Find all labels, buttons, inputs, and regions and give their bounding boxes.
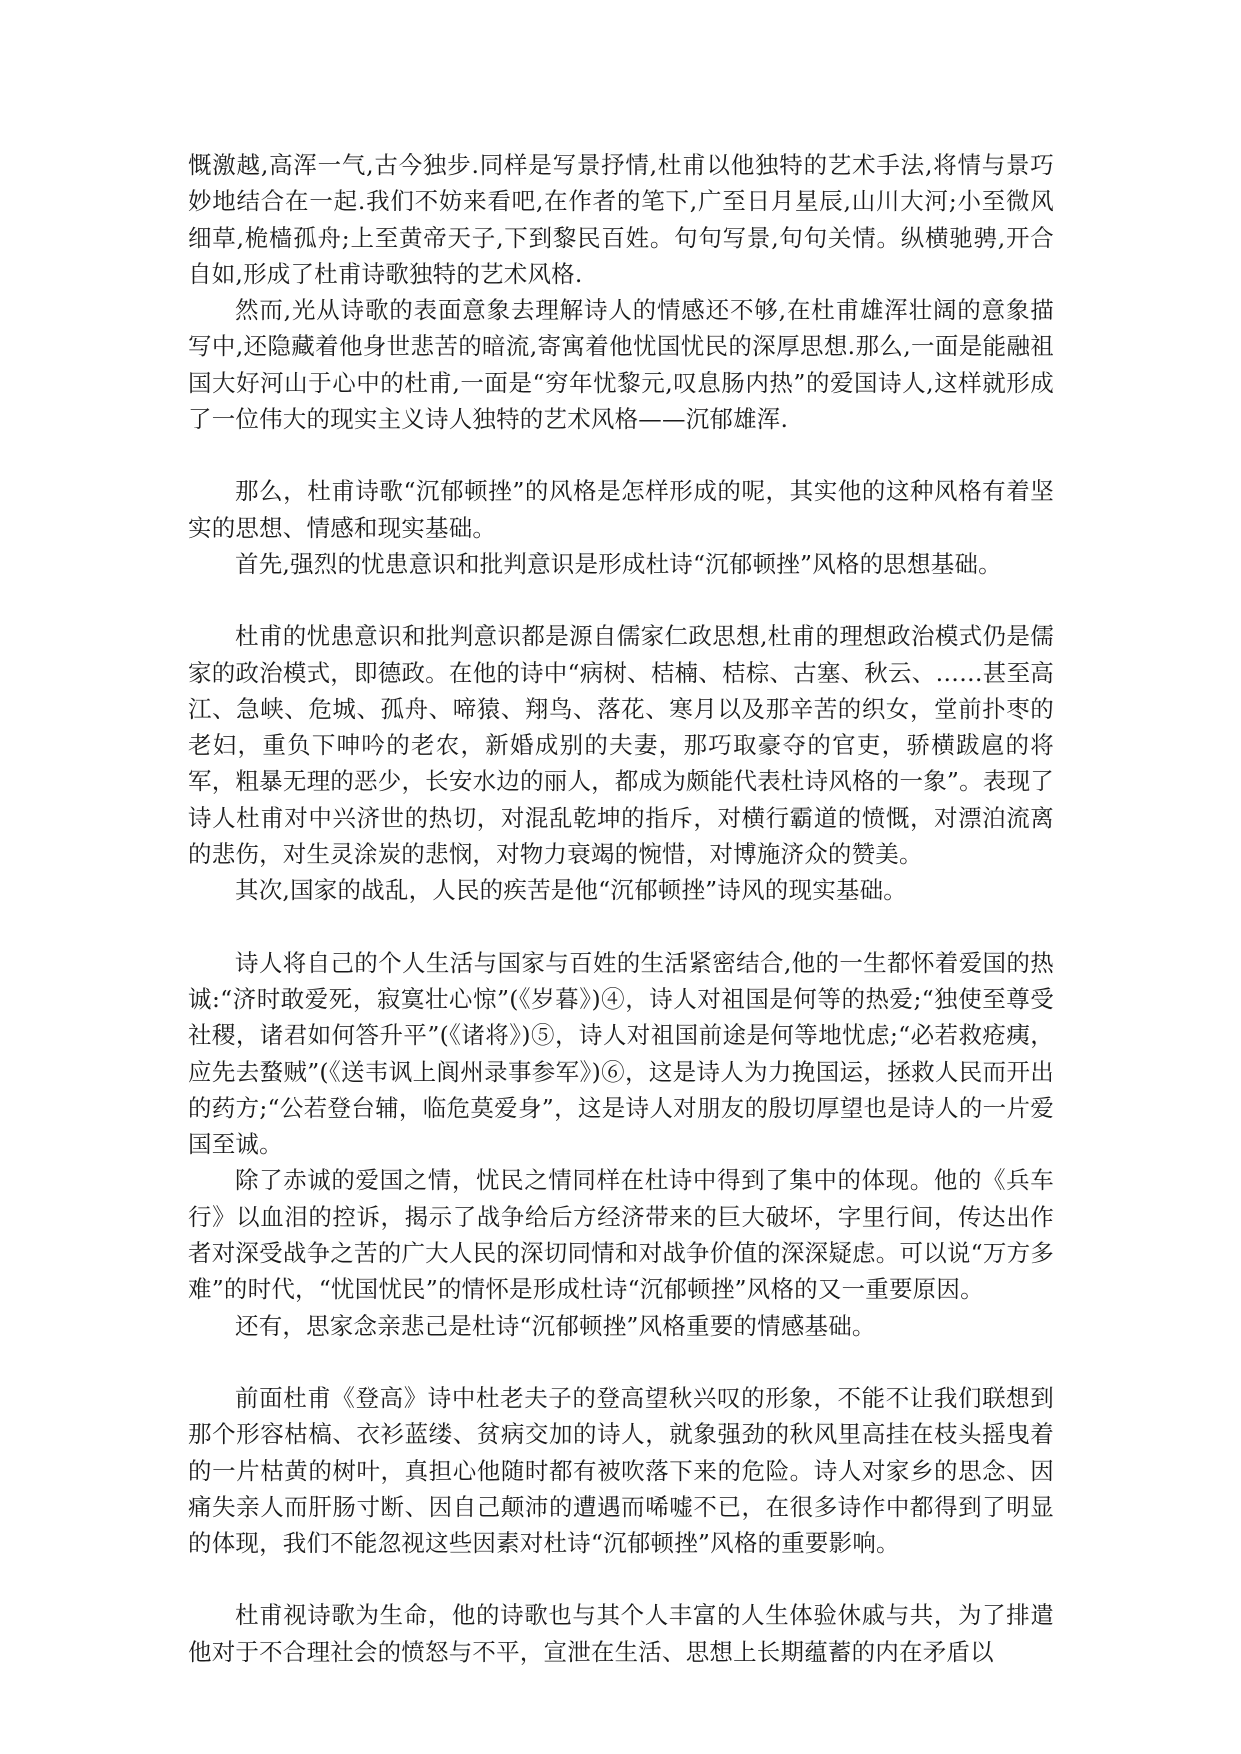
paragraph-10: 前面杜甫《登高》诗中杜老夫子的登高望秋兴叹的形象，不能不让我们联想到那个形容枯槁、衣衫蓝缕、贫病交加的诗人，就象强劲的秋风里高挂在枝头摇曳着的一片枯黄的树叶，真担心他随时都有被吹落下来的危险。诗人对家乡的思念、因痛失亲人而肝肠寸断、因自己颠沛的遭遇而唏嘘不已，在很多诗作中都得到了明显的体现，我们不能忽视这些因素对杜诗“沉郁顿挫”风格的重要影响。 [188,1383,1054,1558]
paragraph-spacer [188,437,1054,473]
paragraph-2: 然而,光从诗歌的表面意象去理解诗人的情感还不够,在杜甫雄浑壮阔的意象描写中,还隐藏着他身世悲苦的暗流,寄寓着他忧国忧民的深厚思想.那么,一面是能融祖国大好河山于心中的杜甫,一面是“穷年忧黎元,叹息肠内热”的爱国诗人,这样就形成了一位伟大的现实主义诗人独特的艺术风格——沉郁雄浑. [188,296,1054,434]
paragraph-spacer [188,582,1054,618]
paragraph-11: 杜甫视诗歌为生命，他的诗歌也与其个人丰富的人生体验休戚与共，为了排遣他对于不合理社会的愤怒与不平，宣泄在生活、思想上长期蕴蓄的内在矛盾以 [188,1601,1054,1666]
paragraph-spacer [188,1561,1054,1597]
paragraph-8: 除了赤诚的爱国之情，忧民之情同样在杜诗中得到了集中的体现。他的《兵车行》以血泪的控诉，揭示了战争给后方经济带来的巨大破坏，字里行间，传达出作者对深受战争之苦的广大人民的深切同情和对战争价值的深深疑虑。可以说“万方多难”的时代，“忧国忧民”的情怀是形成杜诗“沉郁顿挫”风格的又一重要原因。 [188,1166,1054,1304]
paragraph-1: 慨激越,高浑一气,古今独步.同样是写景抒情,杜甫以他独特的艺术手法,将情与景巧妙地结合在一起.我们不妨来看吧,在作者的笔下,广至日月星辰,山川大河;小至微风细草,桅樯孤舟;上至黄帝天子,下到黎民百姓。句句写景,句句关情。纵横驰骋,开合自如,形成了杜甫诗歌独特的艺术风格. [188,151,1054,288]
paragraph-4: 首先,强烈的忧患意识和批判意识是形成杜诗“沉郁顿挫”风格的思想基础。 [235,549,1002,578]
paragraph-3: 那么，杜甫诗歌“沉郁顿挫”的风格是怎样形成的呢，其实他的这种风格有着坚实的思想、情感和现实基础。 [188,477,1054,542]
paragraph-spacer [188,909,1054,945]
paragraph-5: 杜甫的忧患意识和批判意识都是源自儒家仁政思想,杜甫的理想政治模式仍是儒家的政治模式，即德政。在他的诗中“病树、桔楠、桔棕、古塞、秋云、……甚至高江、急峡、危城、孤舟、啼猿、翔鸟、落花、寒月以及那辛苦的织女，堂前扑枣的老妇，重负下呻吟的老农，新婚成别的夫妻，那巧取豪夺的官吏，骄横跋扈的将军，粗暴无理的恶少，长安水边的丽人，都成为颇能代表杜诗风格的一象”。表现了诗人杜甫对中兴济世的热切，对混乱乾坤的指斥，对横行霸道的愤慨，对漂泊流离的悲伤，对生灵涂炭的悲悯，对物力衰竭的惋惜，对博施济众的赞美。 [188,622,1054,869]
paragraph-7: 诗人将自己的个人生活与国家与百姓的生活紧密结合,他的一生都怀着爱国的热诚:“济时敢爱死，寂寞壮心惊”(《岁暮》)④，诗人对祖国是何等的热爱;“独使至尊受社稷，诸君如何答升平”(《诸将》)⑤，诗人对祖国前途是何等地忧虑;“必若救疮痍，应先去蝥贼”(《送韦讽上阆州录事参军》)⑥，这是诗人为力挽国运，拯救人民而开出的药方;“公若登台辅，临危莫爱身”，这是诗人对朋友的殷切厚望也是诗人的一片爱国至诚。 [188,948,1054,1159]
document-page [188,147,1054,1670]
paragraph-6: 其次,国家的战乱，人民的疾苦是他“沉郁顿挫”诗风的现实基础。 [235,876,907,905]
paragraph-9: 还有，思家念亲悲己是杜诗“沉郁顿挫”风格重要的情感基础。 [235,1311,876,1340]
paragraph-spacer [188,1344,1054,1380]
